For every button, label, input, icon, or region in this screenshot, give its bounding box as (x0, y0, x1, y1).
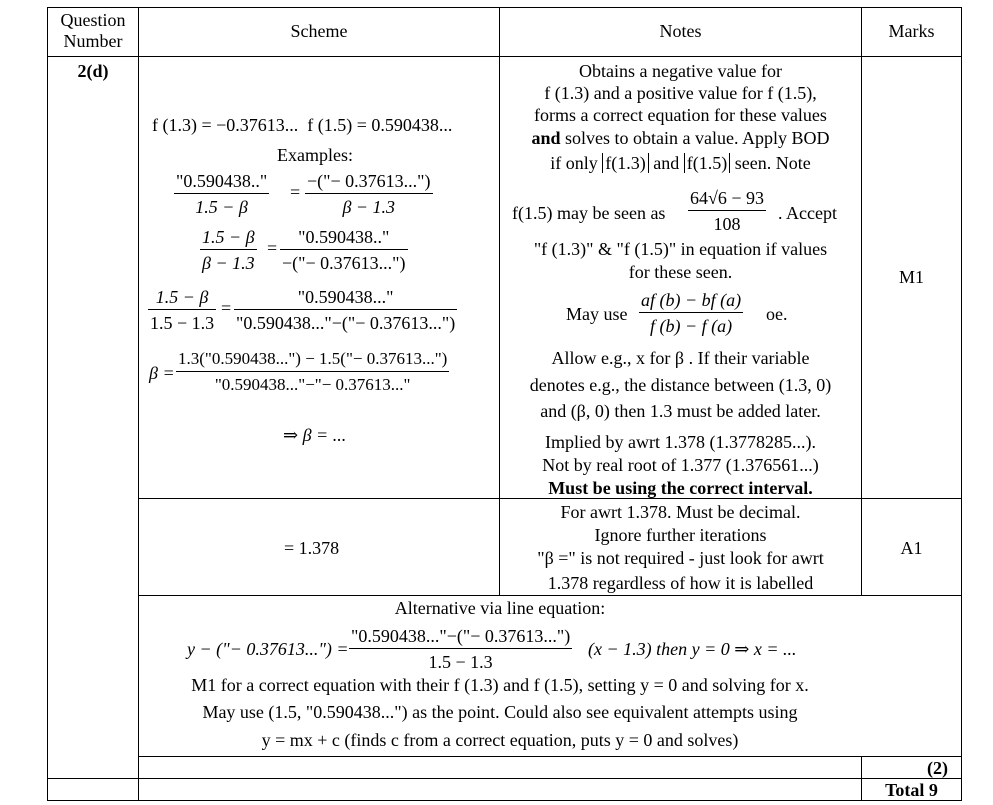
notes-a1-line4: 1.378 regardless of how it is labelled (547, 573, 814, 593)
table-left-border (47, 7, 48, 801)
subtotal-row-border (47, 778, 962, 779)
column-divider-notes-marks-upper (861, 7, 862, 596)
example2-lhs-fraction: 1.5 − β β − 1.3 (202, 227, 255, 273)
example3-equals: = (221, 298, 232, 318)
notes-m1-line14: Not by real root of 1.377 (1.376561...) (542, 455, 819, 475)
alt-line4: y = mx + c (finds c from a correct equation, puts y = 0 and solves) (261, 730, 739, 750)
notes-a1-line3: "β =" is not required - just look for awrt (537, 548, 824, 568)
notes-m1-oe: oe. (766, 304, 788, 324)
example3-lhs-fraction: 1.5 − β 1.5 − 1.3 (150, 287, 215, 333)
question-number: 2(d) (77, 61, 109, 81)
alt-equation-fraction: "0.590438..."−("− 0.37613...") 1.5 − 1.3 (351, 626, 571, 672)
notes-m1-line6-accept: . Accept (778, 203, 837, 223)
table-right-border (961, 7, 962, 801)
header-scheme: Scheme (290, 21, 348, 41)
scheme-fvalues: f (1.3) = −0.37613... f (1.5) = 0.590438... (152, 115, 453, 135)
notes-m1-line13: Implied by awrt 1.378 (1.3778285...). (545, 432, 816, 452)
header-row-border (47, 56, 962, 57)
notes-a1-line1: For awrt 1.378. Must be decimal. (560, 502, 801, 522)
notes-m1-line1: Obtains a negative value for (579, 61, 782, 81)
mark-m1: M1 (898, 267, 924, 287)
scheme-implies-beta: ⇒ β = ... (283, 425, 347, 445)
example4-fraction: 1.3("0.590438...") − 1.5("− 0.37613...") "0.590438..."−"− 0.37613..." (178, 349, 448, 394)
alt-equation-lhs: y − ("− 0.37613...") = (187, 639, 349, 659)
notes-m1-line12: and (β, 0) then 1.3 must be added later. (540, 401, 821, 421)
notes-m1-line15: Must be using the correct interval. (548, 478, 813, 498)
example2-rhs-fraction: "0.590438.." −("− 0.37613...") (282, 227, 406, 273)
notes-m1-line5: if only f(1.3) and f(1.5) seen. Note (550, 153, 811, 173)
example2-equals: = (267, 238, 278, 258)
alt-line2: M1 for a correct equation with their f (1.3) and f (1.5), setting y = 0 and solving for x. (191, 675, 809, 695)
notes-m1-line2: f (1.3) and a positive value for f (1.5), (544, 83, 817, 103)
notes-m1-formula-fraction: af (b) − bf (a) f (b) − f (a) (641, 290, 742, 336)
notes-m1-sqrt-fraction: 64√6 − 93 108 (690, 188, 765, 234)
total-marks: Total 9 (885, 780, 938, 800)
notes-m1-may-use: May use (566, 304, 628, 324)
example1-lhs-fraction: "0.590438.." 1.5 − β (176, 171, 268, 217)
notes-m1-line3: forms a correct equation for these values (534, 105, 827, 125)
notes-m1-line11: denotes e.g., the distance between (1.3, 0) (529, 375, 832, 395)
example4-beta-label: β = (149, 363, 175, 383)
scheme-a1-answer: = 1.378 (284, 538, 340, 558)
alt-title: Alternative via line equation: (394, 598, 606, 618)
example3-rhs-fraction: "0.590438..." "0.590438..."−("− 0.37613...") (236, 287, 456, 333)
scheme-examples-label: Examples: (277, 145, 353, 165)
notes-m1-line8: for these seen. (628, 262, 733, 282)
example1-equals: = (290, 182, 301, 202)
a1-alt-divider (138, 595, 962, 596)
alt-bottom-border (138, 756, 962, 757)
alt-equation-rhs: (x − 1.3) then y = 0 ⇒ x = ... (588, 639, 797, 659)
notes-m1-line10: Allow e.g., x for β . If their variable (551, 348, 810, 368)
notes-m1-line6-text: f(1.5) may be seen as (512, 203, 666, 223)
table-top-border (47, 7, 962, 8)
header-notes: Notes (659, 21, 702, 41)
alt-line3: May use (1.5, "0.590438...") as the point. Could also see equivalent attempts using (202, 702, 798, 722)
notes-m1-line4: and solves to obtain a value. Apply BOD (531, 128, 830, 148)
notes-m1-line7: "f (1.3)" & "f (1.5)" in equation if values (533, 239, 828, 259)
example1-rhs-fraction: −("− 0.37613...") β − 1.3 (307, 171, 431, 217)
notes-a1-line2: Ignore further iterations (594, 525, 767, 545)
header-question: Question Number (60, 10, 126, 51)
subtotal-marks: (2) (927, 758, 948, 778)
table-bottom-border (47, 800, 962, 801)
mark-a1: A1 (900, 538, 923, 558)
header-marks: Marks (888, 21, 935, 41)
